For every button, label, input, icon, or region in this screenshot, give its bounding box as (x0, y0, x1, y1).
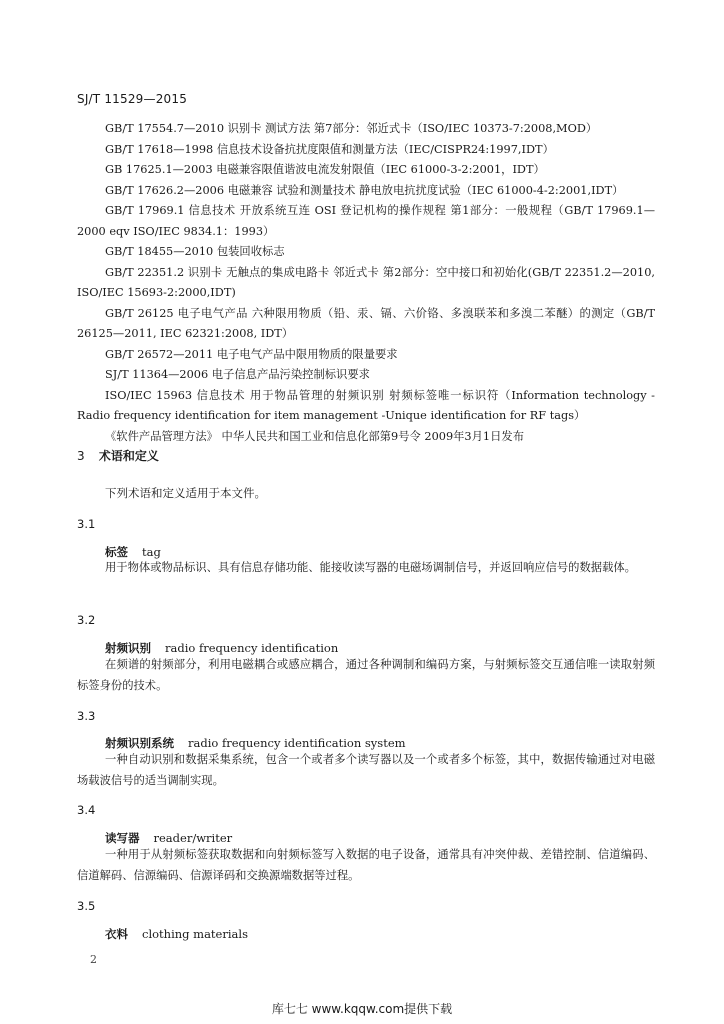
reference-item: 《软件产品管理方法》 中华人民共和国工业和信息化部第9号令 2009年3月1日发布 (105, 429, 524, 443)
reference-item: GB/T 22351.2 识别卡 无触点的集成电路卡 邻近式卡 第2部分：空中接口和初始化(GB/T 22351.2—2010, ISO/IEC 15693-2:2000,IDT) (77, 265, 655, 299)
term-chinese: 射频识别 (105, 641, 151, 655)
term-number: 3.5 (77, 899, 96, 913)
reference-item: GB/T 17554.7—2010 识别卡 测试方法 第7部分：邻近式卡（ISO/IEC 10373-7:2008,MOD） (105, 122, 598, 135)
reference-item: GB/T 17618—1998 信息技术设备抗扰度限值和测量方法（IEC/CISPR24:1997,IDT） (105, 142, 554, 156)
term-definition: 一种用于从射频标签获取数据和向射频标签写入数据的电子设备，通常具有冲突仲裁、差错控制、信道编码、信道解码、信源编码、信源译码和交换源端数据等过程。 (77, 848, 655, 882)
term-chinese: 标签 (105, 545, 128, 559)
reference-item: GB/T 26125 电子电气产品 六种限用物质（铅、汞、镉、六价铬、多溴联苯和多溴二苯醚）的测定（GB/T 26125—2011, IEC 62321:2008, IDT） (77, 306, 655, 340)
reference-item: GB 17625.1—2003 电磁兼容限值谐波电流发射限值（IEC 61000-3-2:2001，IDT） (105, 163, 545, 176)
term-chinese: 衣料 (105, 927, 128, 941)
reference-item: GB/T 18455—2010 包装回收标志 (105, 245, 285, 258)
term-english: reader/writer (153, 831, 233, 845)
term-english: radio frequency identification (165, 641, 339, 655)
download-footer: 库七七 www.kqqw.com提供下载 (271, 1002, 453, 1016)
term-number: 3.1 (77, 517, 96, 531)
term-chinese: 读写器 (105, 831, 140, 845)
term-chinese: 射频识别系统 (105, 736, 174, 750)
term-number: 3.2 (77, 613, 96, 627)
normative-references-list (77, 119, 655, 447)
page-number: 2 (90, 953, 97, 966)
document-code: SJ/T 11529—2015 (77, 92, 188, 106)
section-number: 3 (77, 449, 85, 463)
section-heading (77, 447, 159, 464)
term-english: clothing materials (142, 927, 248, 941)
term-english: radio frequency identification system (188, 736, 406, 750)
section-title: 术语和定义 (98, 449, 159, 463)
term-definition: 在频谱的射频部分，利用电磁耦合或感应耦合，通过各种调制和编码方案，与射频标签交互通信唯一读取射频标签身份的技术。 (77, 658, 655, 692)
reference-item: GB/T 17626.2—2006 电磁兼容 试验和测量技术 静电放电抗扰度试验（IEC 61000-4-2:2001,IDT） (105, 183, 624, 197)
term-number: 3.4 (77, 803, 96, 817)
reference-item: ISO/IEC 15963 信息技术 用于物品管理的射频识别 射频标签唯一标识符（Information technology -Radio frequency identification for item management -Unique identification for RF tags） (77, 388, 655, 422)
section-intro: 下列术语和定义适用于本文件。 (105, 486, 266, 500)
reference-item: GB/T 26572—2011 电子电气产品中限用物质的限量要求 (105, 347, 398, 361)
reference-item: GB/T 17969.1 信息技术 开放系统互连 OSI 登记机构的操作规程 第1部分：一般规程（GB/T 17969.1—2000 eqv ISO/IEC 9834.1：1993） (77, 204, 655, 238)
term-english: tag (142, 545, 161, 559)
term-title (105, 926, 248, 942)
term-number: 3.3 (77, 709, 96, 723)
term-definition: 用于物体或物品标识、具有信息存储功能、能接收读写器的电磁场调制信号，并返回响应信号的数据载体。 (105, 561, 636, 574)
reference-item: SJ/T 11364—2006 电子信息产品污染控制标识要求 (105, 368, 370, 381)
term-definition: 一种自动识别和数据采集系统，包含一个或者多个读写器以及一个或者多个标签，其中，数据传输通过对电磁场载波信号的适当调制实现。 (77, 753, 655, 787)
